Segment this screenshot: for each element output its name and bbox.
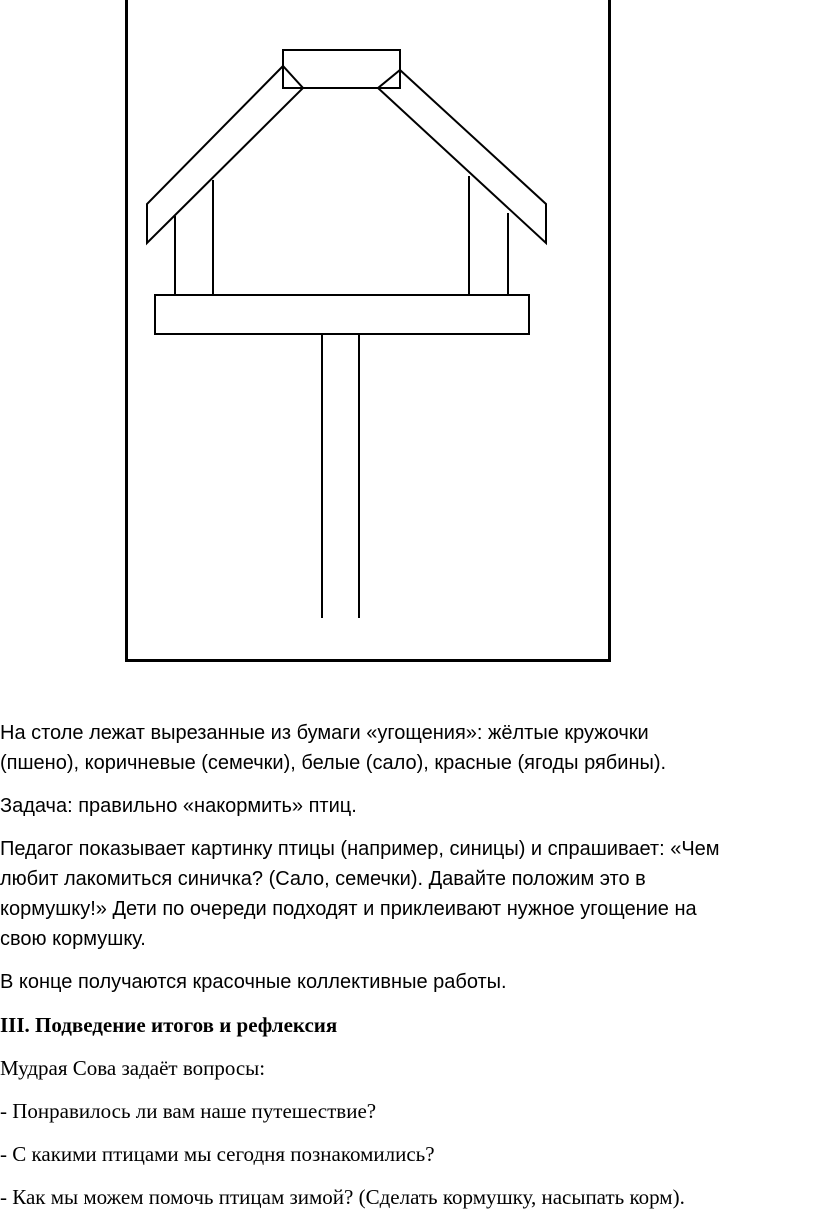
question-1: - Понравилось ли вам наше путешествие? [0, 1099, 377, 1123]
paragraph-conclusion: В конце получаются красочные коллективные работы. [0, 971, 507, 993]
roof-ridge [283, 50, 400, 88]
feeder-drawing-frame [125, 0, 611, 662]
paragraph-task: Задача: правильно «накормить» птиц. [0, 795, 357, 817]
question-2: - С какими птицами мы сегодня познакомились? [0, 1142, 435, 1166]
paragraph-treats-line1: На столе лежат вырезанные из бумаги «угощения»: жёлтые кружочки [0, 722, 649, 744]
paragraph-treats-line2: (пшено), коричневые (семечки), белые (сало), красные (ягоды рябины). [0, 752, 667, 774]
roof-right-plank [378, 70, 546, 243]
paragraph-teacher-line4: свою кормушку. [0, 928, 146, 950]
paragraph-teacher-line2: любит лакомиться синичка? (Сало, семечки). Давайте положим это в [0, 868, 646, 890]
paragraph-teacher-line1: Педагог показывает картинку птицы (например, синицы) и спрашивает: «Чем [0, 838, 720, 860]
question-3: - Как мы можем помочь птицам зимой? (Сделать кормушку, насыпать корм). [0, 1185, 685, 1209]
roof-left-plank [147, 66, 303, 243]
paragraph-teacher-line3: кормушку!» Дети по очереди подходят и приклеивают нужное угощение на [0, 898, 697, 920]
feeder-platform [155, 295, 529, 334]
bird-feeder-icon [128, 0, 614, 662]
paragraph-owl: Мудрая Сова задаёт вопросы: [0, 1056, 266, 1080]
section-heading: III. Подведение итогов и рефлексия [0, 1013, 338, 1037]
